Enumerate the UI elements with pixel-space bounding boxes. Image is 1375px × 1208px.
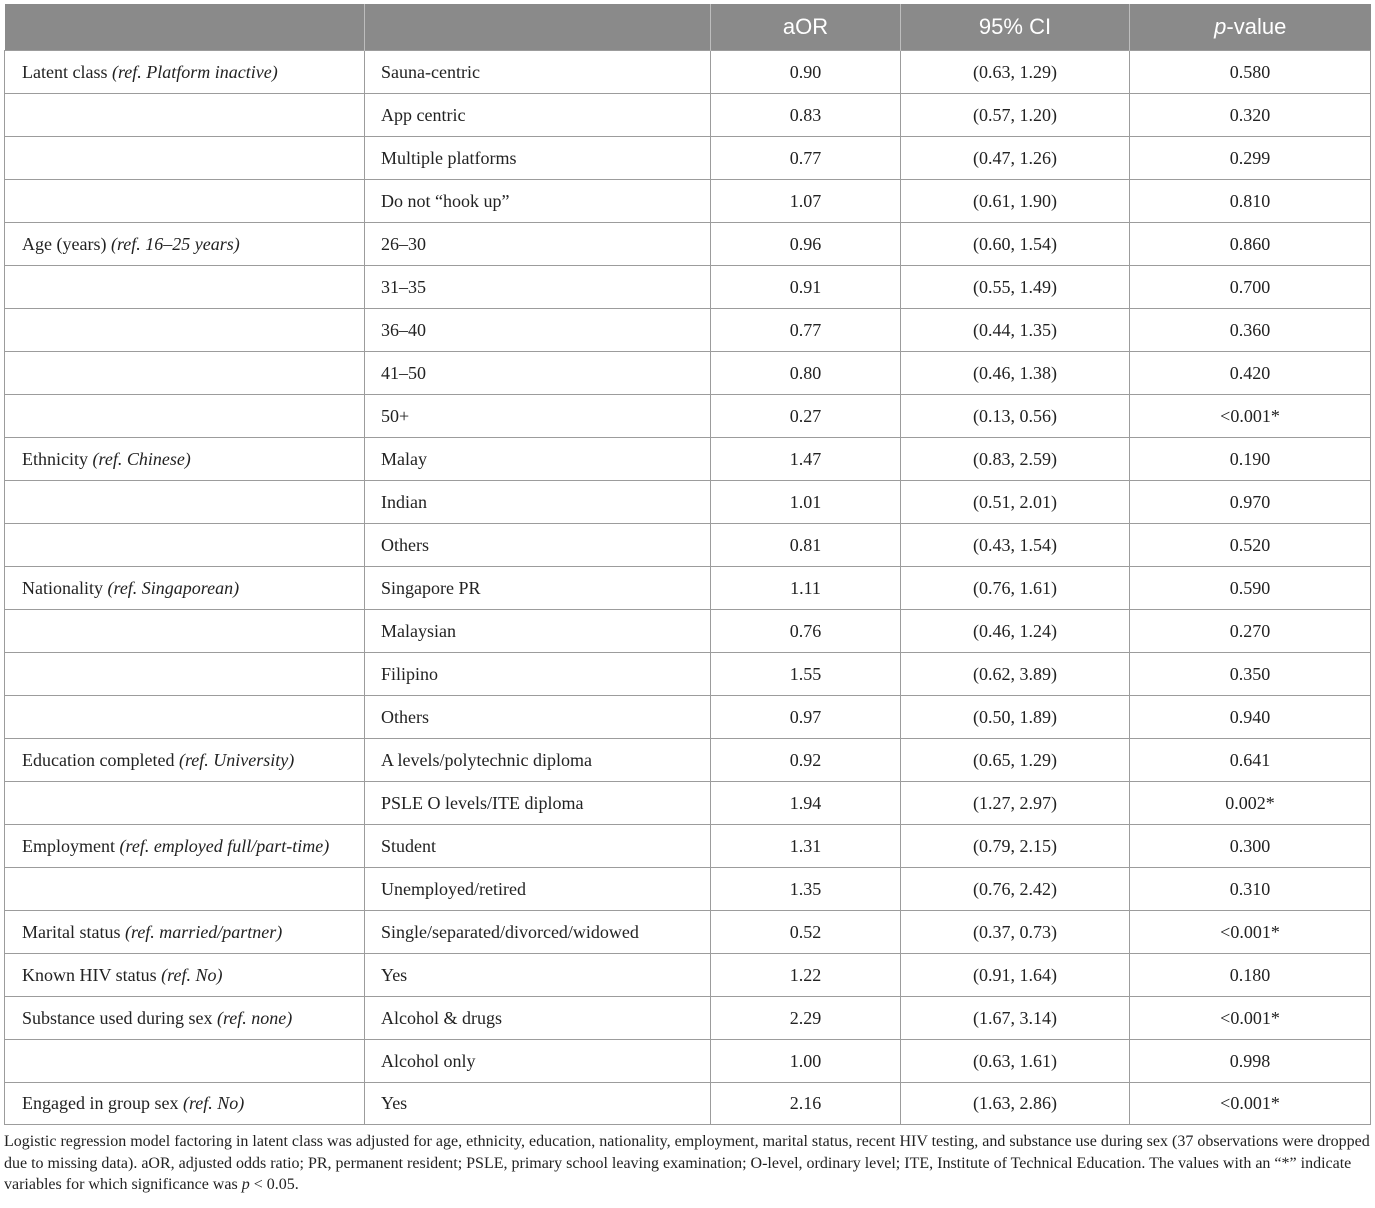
aor-cell: 1.01 [711, 481, 901, 524]
variable-cell [5, 180, 365, 223]
level-cell: Others [365, 696, 711, 739]
ci-cell: (0.61, 1.90) [901, 180, 1130, 223]
aor-cell: 1.55 [711, 653, 901, 696]
p-value-cell: 0.940 [1130, 696, 1371, 739]
table-row [5, 1083, 1371, 1125]
variable-name: Latent class [22, 61, 112, 82]
p-value-cell: <0.001* [1130, 395, 1371, 438]
table-row [5, 223, 1371, 266]
reference-category: (ref. No) [182, 1093, 245, 1113]
footnote-text: Logistic regression model factoring in latent class was adjusted for age, ethnicity, education, nationality, employment, marital status, recent HIV testing, and substance use during sex (37 observations were dropped due to missing data). aOR, adjusted odds ratio; PR, permanent resident; PSLE, primary school leaving examination; O-level, ordinary level; ITE, Institute of Technical Education. The values with an “*” indicate variables for which significance was [4, 1133, 1370, 1193]
table-row [5, 653, 1371, 696]
variable-cell [5, 696, 365, 739]
level-cell: Yes [365, 1083, 711, 1125]
variable-cell [5, 739, 365, 782]
table-row [5, 524, 1371, 567]
p-value-cell: 0.270 [1130, 610, 1371, 653]
ci-cell: (1.63, 2.86) [901, 1083, 1130, 1125]
reference-category: (ref. No) [161, 964, 223, 985]
table-body [5, 51, 1371, 1125]
variable-name: Age (years) [22, 233, 111, 254]
ci-cell: (0.43, 1.54) [901, 524, 1130, 567]
header-level [365, 4, 711, 51]
variable-cell [5, 94, 365, 137]
ci-cell: (0.46, 1.38) [901, 352, 1130, 395]
variable-cell [5, 395, 365, 438]
level-cell: PSLE O levels/ITE diploma [365, 782, 711, 825]
variable-cell [5, 567, 365, 610]
variable-cell [5, 481, 365, 524]
variable-cell [5, 223, 365, 266]
p-value-cell: 0.360 [1130, 309, 1371, 352]
table-row [5, 51, 1371, 94]
p-value-cell: 0.180 [1130, 954, 1371, 997]
header-ci: 95% CI [901, 4, 1130, 51]
variable-cell [5, 868, 365, 911]
level-cell: Do not “hook up” [365, 180, 711, 223]
variable-cell [5, 782, 365, 825]
aor-cell: 0.96 [711, 223, 901, 266]
variable-cell [5, 1040, 365, 1083]
ci-cell: (0.76, 1.61) [901, 567, 1130, 610]
aor-cell: 0.77 [711, 137, 901, 180]
p-value-cell: 0.310 [1130, 868, 1371, 911]
variable-cell [5, 653, 365, 696]
aor-cell: 1.31 [711, 825, 901, 868]
aor-cell: 0.77 [711, 309, 901, 352]
p-value-cell: 0.350 [1130, 653, 1371, 696]
variable-cell [5, 352, 365, 395]
p-value-cell: 0.970 [1130, 481, 1371, 524]
header-p-symbol: p [1214, 14, 1227, 39]
variable-cell [5, 1083, 365, 1125]
reference-category: (ref. 16–25 years) [110, 233, 240, 254]
header-p-suffix: -value [1226, 14, 1287, 39]
reference-category: (ref. married/partner) [124, 921, 283, 942]
table-row [5, 309, 1371, 352]
p-value-cell: <0.001* [1130, 1083, 1371, 1125]
p-value-cell: <0.001* [1130, 911, 1371, 954]
aor-cell: 1.47 [711, 438, 901, 481]
aor-cell: 0.83 [711, 94, 901, 137]
aor-cell: 0.90 [711, 51, 901, 94]
aor-cell: 0.81 [711, 524, 901, 567]
table-row [5, 782, 1371, 825]
variable-name: Substance used during sex [22, 1007, 217, 1028]
variable-cell [5, 137, 365, 180]
level-cell: Yes [365, 954, 711, 997]
aor-cell: 0.76 [711, 610, 901, 653]
table-row [5, 1040, 1371, 1083]
ci-cell: (0.79, 2.15) [901, 825, 1130, 868]
ci-cell: (1.67, 3.14) [901, 997, 1130, 1040]
p-value-cell: 0.520 [1130, 524, 1371, 567]
level-cell: 26–30 [365, 223, 711, 266]
ci-cell: (1.27, 2.97) [901, 782, 1130, 825]
ci-cell: (0.76, 2.42) [901, 868, 1130, 911]
variable-name: Engaged in group sex [22, 1093, 183, 1113]
table-row [5, 997, 1371, 1040]
variable-cell [5, 438, 365, 481]
p-value-cell: 0.190 [1130, 438, 1371, 481]
ci-cell: (0.60, 1.54) [901, 223, 1130, 266]
p-value-cell: 0.320 [1130, 94, 1371, 137]
header-p-value [1130, 4, 1371, 51]
reference-category: (ref. Platform inactive) [111, 61, 278, 82]
table-row [5, 180, 1371, 223]
aor-cell: 0.97 [711, 696, 901, 739]
variable-cell [5, 610, 365, 653]
variable-cell [5, 309, 365, 352]
variable-name: Ethnicity [22, 448, 93, 469]
aor-cell: 1.35 [711, 868, 901, 911]
table-row [5, 352, 1371, 395]
header-aor: aOR [711, 4, 901, 51]
variable-cell [5, 997, 365, 1040]
p-value-cell: 0.998 [1130, 1040, 1371, 1083]
p-value-cell: 0.860 [1130, 223, 1371, 266]
footnote-threshold: < 0.05. [249, 1176, 299, 1193]
reference-category: (ref. Chinese) [92, 448, 191, 469]
table-row [5, 868, 1371, 911]
level-cell: Filipino [365, 653, 711, 696]
level-cell: Malaysian [365, 610, 711, 653]
level-cell: Multiple platforms [365, 137, 711, 180]
p-value-cell: 0.590 [1130, 567, 1371, 610]
variable-cell [5, 51, 365, 94]
aor-cell: 2.29 [711, 997, 901, 1040]
p-value-cell: 0.300 [1130, 825, 1371, 868]
level-cell: Alcohol & drugs [365, 997, 711, 1040]
ci-cell: (0.51, 2.01) [901, 481, 1130, 524]
table-row [5, 438, 1371, 481]
table-row [5, 94, 1371, 137]
header-variable [5, 4, 365, 51]
p-value-cell: 0.299 [1130, 137, 1371, 180]
table-row [5, 825, 1371, 868]
table-row [5, 567, 1371, 610]
ci-cell: (0.13, 0.56) [901, 395, 1130, 438]
table-row [5, 610, 1371, 653]
reference-category: (ref. none) [216, 1007, 293, 1028]
ci-cell: (0.62, 3.89) [901, 653, 1130, 696]
variable-name: Employment [22, 835, 120, 856]
p-value-cell: 0.580 [1130, 51, 1371, 94]
ci-cell: (0.65, 1.29) [901, 739, 1130, 782]
p-value-cell: 0.810 [1130, 180, 1371, 223]
reference-category: (ref. Singaporean) [107, 577, 240, 598]
ci-cell: (0.55, 1.49) [901, 266, 1130, 309]
variable-name: Nationality [22, 577, 108, 598]
ci-cell: (0.63, 1.29) [901, 51, 1130, 94]
header-row [5, 4, 1371, 51]
p-value-cell: 0.641 [1130, 739, 1371, 782]
aor-cell: 0.27 [711, 395, 901, 438]
level-cell: Student [365, 825, 711, 868]
table-row [5, 954, 1371, 997]
level-cell: Others [365, 524, 711, 567]
ci-cell: (0.37, 0.73) [901, 911, 1130, 954]
aor-cell: 0.52 [711, 911, 901, 954]
level-cell: App centric [365, 94, 711, 137]
table-footnote [4, 1131, 1370, 1196]
reference-category: (ref. employed full/part-time) [119, 835, 330, 856]
aor-cell: 2.16 [711, 1083, 901, 1125]
variable-name: Education completed [22, 749, 179, 770]
variable-cell [5, 524, 365, 567]
table-row [5, 395, 1371, 438]
footnote-p-symbol: p [241, 1176, 250, 1193]
aor-cell: 0.91 [711, 266, 901, 309]
level-cell: A levels/polytechnic diploma [365, 739, 711, 782]
level-cell: 36–40 [365, 309, 711, 352]
table-row [5, 481, 1371, 524]
aor-cell: 0.92 [711, 739, 901, 782]
variable-name: Marital status [22, 921, 125, 942]
level-cell: 41–50 [365, 352, 711, 395]
table-row [5, 739, 1371, 782]
aor-cell: 0.80 [711, 352, 901, 395]
ci-cell: (0.83, 2.59) [901, 438, 1130, 481]
variable-cell [5, 911, 365, 954]
reference-category: (ref. University) [178, 749, 295, 770]
regression-table-container [4, 4, 1370, 1196]
level-cell: Singapore PR [365, 567, 711, 610]
level-cell: 50+ [365, 395, 711, 438]
variable-cell [5, 825, 365, 868]
table-header [5, 4, 1371, 51]
table-row [5, 696, 1371, 739]
level-cell: Alcohol only [365, 1040, 711, 1083]
ci-cell: (0.50, 1.89) [901, 696, 1130, 739]
p-value-cell: 0.700 [1130, 266, 1371, 309]
ci-cell: (0.63, 1.61) [901, 1040, 1130, 1083]
level-cell: Malay [365, 438, 711, 481]
aor-cell: 1.00 [711, 1040, 901, 1083]
level-cell: Unemployed/retired [365, 868, 711, 911]
p-value-cell: 0.420 [1130, 352, 1371, 395]
p-value-cell: <0.001* [1130, 997, 1371, 1040]
ci-cell: (0.47, 1.26) [901, 137, 1130, 180]
level-cell: Single/separated/divorced/widowed [365, 911, 711, 954]
variable-cell [5, 954, 365, 997]
variable-cell [5, 266, 365, 309]
table-row [5, 911, 1371, 954]
level-cell: Indian [365, 481, 711, 524]
level-cell: Sauna-centric [365, 51, 711, 94]
p-value-cell: 0.002* [1130, 782, 1371, 825]
table-row [5, 266, 1371, 309]
table-row [5, 137, 1371, 180]
regression-table [4, 4, 1371, 1125]
ci-cell: (0.44, 1.35) [901, 309, 1130, 352]
ci-cell: (0.91, 1.64) [901, 954, 1130, 997]
level-cell: 31–35 [365, 266, 711, 309]
aor-cell: 1.11 [711, 567, 901, 610]
ci-cell: (0.46, 1.24) [901, 610, 1130, 653]
variable-name: Known HIV status [22, 964, 162, 985]
aor-cell: 1.94 [711, 782, 901, 825]
aor-cell: 1.22 [711, 954, 901, 997]
aor-cell: 1.07 [711, 180, 901, 223]
ci-cell: (0.57, 1.20) [901, 94, 1130, 137]
